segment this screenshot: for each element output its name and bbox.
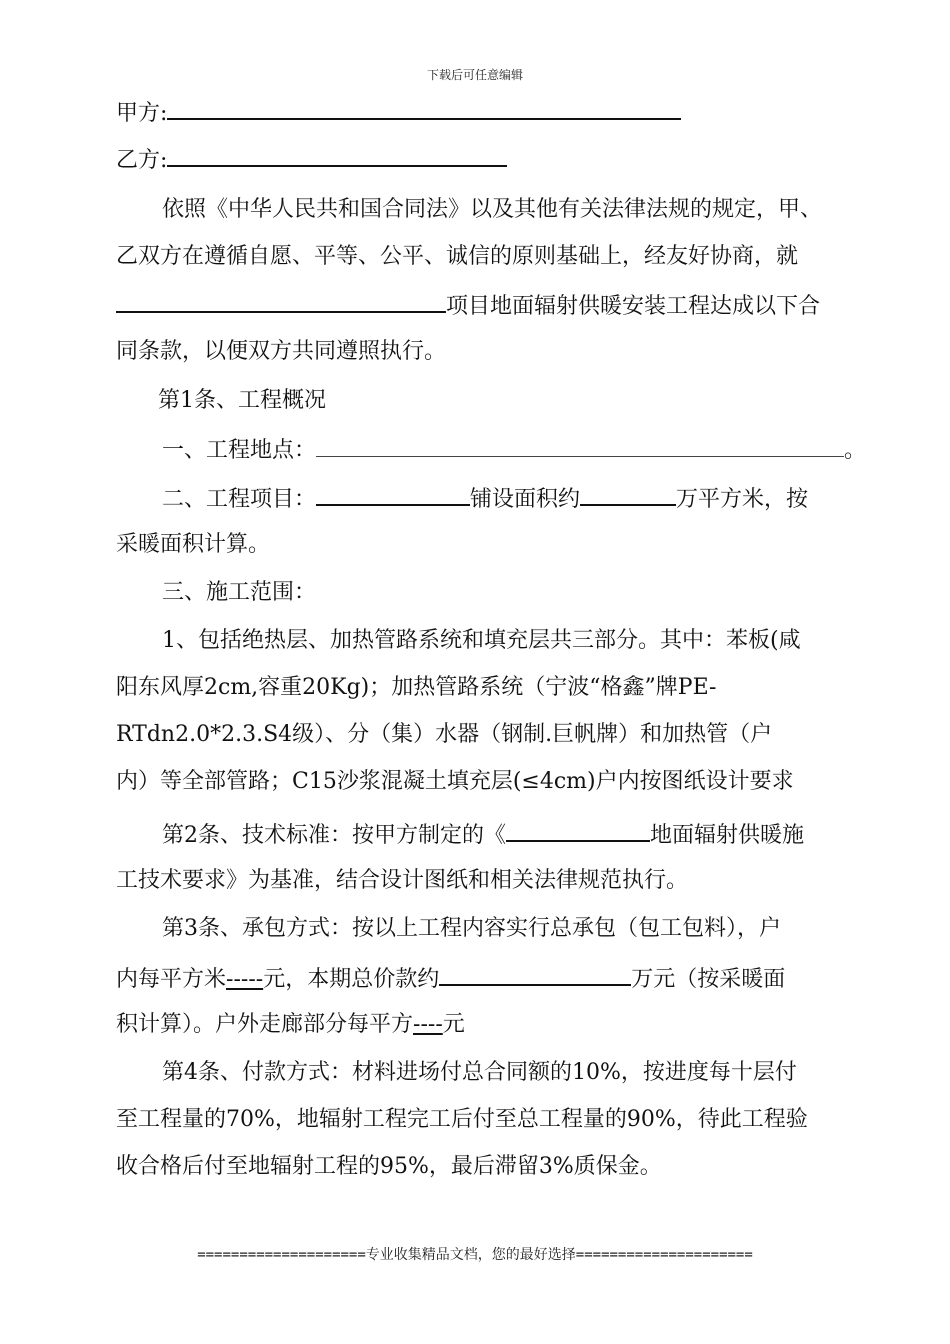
scope-line-3: RTdn2.0*2.3.S4级）、分（集）水器（钢制.巨帆牌）和加热管（户 (116, 722, 773, 747)
article-1-title: 第1条、工程概况 (158, 388, 326, 413)
article-2-end: 地面辐射供暖施 (650, 823, 805, 848)
intro-line-1: 依照《中华人民共和国合同法》以及其他有关法律法规的规定，甲、 (162, 197, 823, 222)
location-end: 。 (844, 438, 867, 463)
article-3-line-1: 第3条、承包方式：按以上工程内容实行总承包（包工包料），户 (162, 916, 781, 941)
project-end: 万平方米，按 (676, 487, 809, 512)
project-mid: 铺设面积约 (470, 487, 581, 512)
standard-name-blank[interactable] (506, 818, 650, 842)
header-note: 下载后可任意编辑 (426, 68, 523, 82)
project-line (162, 482, 808, 515)
location-label: 一、工程地点： (162, 438, 317, 463)
intro-line-2: 乙双方在遵循自愿、平等、公平、诚信的原则基础上，经友好协商，就 (116, 244, 799, 269)
article-3-line-3-start: 积计算）。户外走廊部分每平方 (116, 1012, 414, 1037)
project-blank[interactable] (316, 482, 470, 506)
scope-line-2: 阳东风厚2cm,容重20Kg)；加热管路系统（宁波“格鑫”牌PE- (116, 675, 717, 700)
scope-label: 三、施工范围： (162, 580, 317, 605)
project-name-blank[interactable] (116, 289, 446, 313)
scope-line-4: 内）等全部管路；C15沙浆混凝土填充层(≤4cm)户内按图纸设计要求 (116, 769, 794, 794)
party-b-label: 乙方: (116, 148, 168, 173)
party-b-line (116, 143, 507, 176)
article-3-line-3-end: 元 (442, 1012, 465, 1037)
total-price-blank[interactable] (439, 962, 631, 986)
article-4-line-3: 收合格后付至地辐射工程的95%，最后滞留3%质保金。 (116, 1154, 662, 1179)
project-label: 二、工程项目： (162, 487, 317, 512)
article-2-line-1 (162, 818, 804, 851)
location-line (162, 434, 866, 466)
article-2-line-2: 工技术要求》为基准，结合设计图纸和相关法律规范执行。 (116, 868, 689, 893)
article-4-line-2: 至工程量的70%，地辐射工程完工后付至总工程量的90%，待此工程验 (116, 1107, 808, 1132)
scope-line-1: 1、包括绝热层、加热管路系统和填充层共三部分。其中：苯板(咸 (162, 628, 801, 653)
party-a-label: 甲方: (116, 101, 168, 126)
article-2-start: 第2条、技术标准：按甲方制定的《 (162, 823, 506, 848)
intro-line-4: 同条款，以便双方共同遵照执行。 (116, 339, 447, 364)
location-blank[interactable] (316, 434, 844, 457)
article-3-line-2-start: 内每平方米 (116, 967, 227, 992)
article-4-line-1: 第4条、付款方式：材料进场付总合同额的10%，按进度每十层付 (162, 1060, 797, 1085)
project-line-2: 采暖面积计算。 (116, 532, 271, 557)
price-per-sqm-dash: ----- (226, 967, 264, 992)
article-3-line-2 (116, 962, 785, 995)
footer-text: ====================专业收集精品文档，您的最好选择===================== (197, 1247, 753, 1263)
article-3-line-2-mid: 元，本期总价款约 (263, 967, 440, 992)
intro-line-3-text: 项目地面辐射供暖安装工程达成以下合 (446, 294, 821, 319)
area-blank[interactable] (580, 482, 676, 506)
party-a-blank[interactable] (167, 96, 681, 120)
party-a-line (116, 96, 681, 129)
intro-line-3 (116, 289, 820, 322)
corridor-price-dash: ---- (413, 1012, 443, 1037)
article-3-line-2-end: 万元（按采暖面 (631, 967, 786, 992)
party-b-blank[interactable] (167, 143, 507, 167)
article-3-line-3 (116, 1010, 465, 1040)
